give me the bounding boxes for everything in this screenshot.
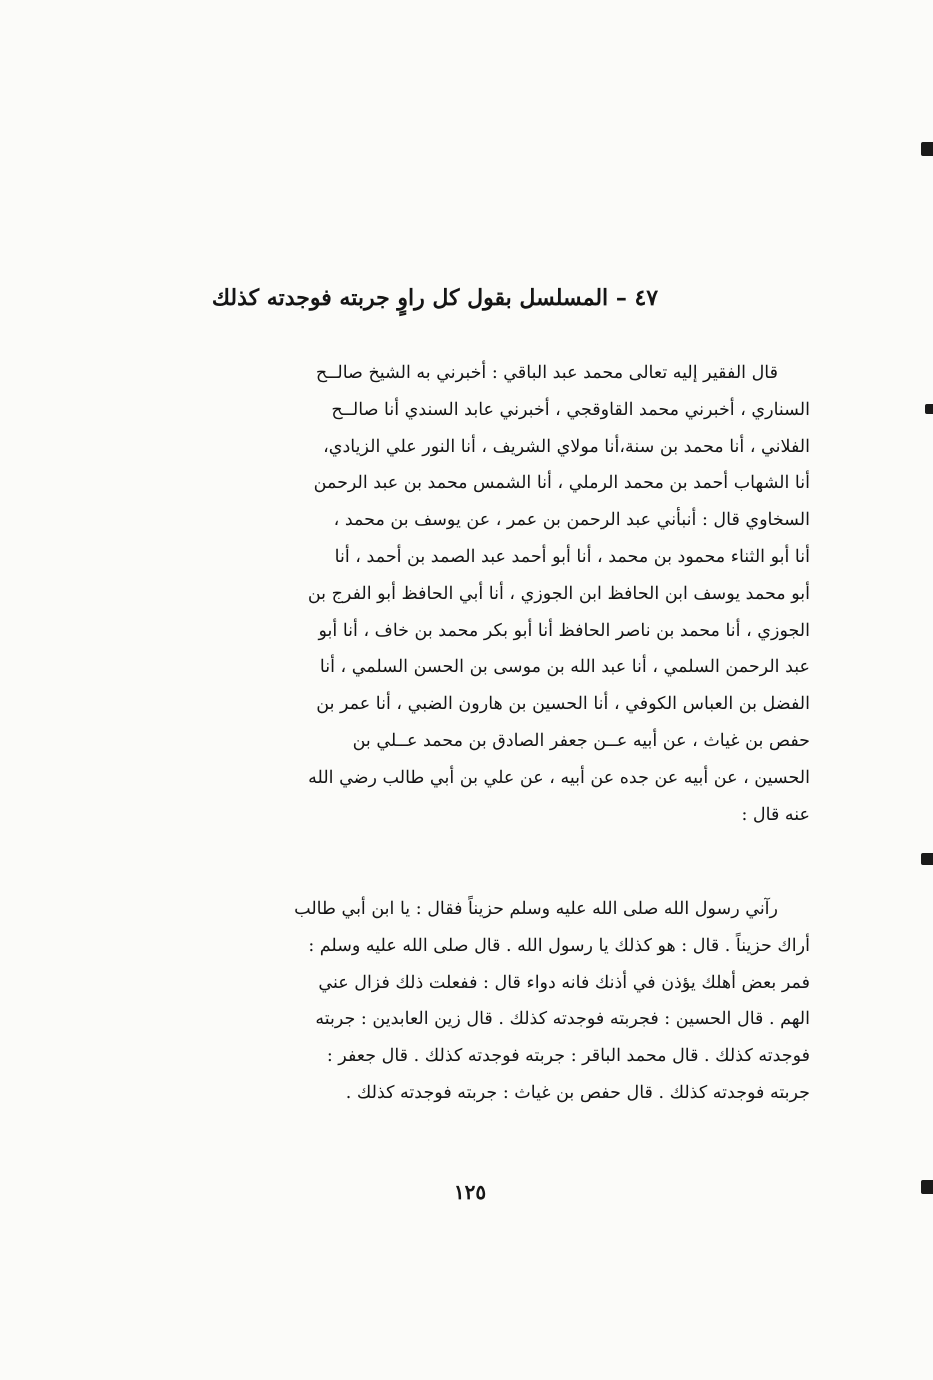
page-edge-mark: [921, 142, 933, 156]
text-line: جربته فوجدته كذلك . قال حفص بن غياث : جربته فوجدته كذلك .: [345, 1082, 810, 1103]
text-line: فوجدته كذلك . قال محمد الباقر : جربته فوجدته كذلك . قال جعفر :: [326, 1046, 810, 1067]
page-edge-mark: [921, 853, 933, 865]
page-edge-mark: [921, 1180, 933, 1194]
text-line: أنا أبو الثناء محمود بن محمد ، أنا أبو أحمد عبد الصمد بن أحمد ، أنا: [334, 546, 810, 567]
text-line: السخاوي قال : أنبأني عبد الرحمن بن عمر ، عن يوسف بن محمد ،: [333, 510, 810, 531]
text-line: الفلاني ، أنا محمد بن سنة،أنا مولاي الشريف ، أنا النور علي الزيادي،: [323, 436, 810, 457]
text-line: رآني رسول الله صلى الله عليه وسلم حزيناً فقال : يا ابن أبي طالب: [294, 899, 778, 919]
hadith-paragraph: [158, 891, 810, 1112]
text-line: الهم . قال الحسين : فجربته فوجدته كذلك . قال زين العابدين : جربته: [315, 1009, 810, 1030]
isnad-paragraph: [158, 355, 810, 833]
text-line: أنا الشهاب أحمد بن محمد الرملي ، أنا الشمس محمد بن عبد الرحمن: [313, 473, 810, 494]
text-line: أراك حزيناً . قال : هو كذلك يا رسول الله . قال صلى الله عليه وسلم :: [308, 935, 810, 956]
chapter-heading: ٤٧ – المسلسل بقول كل راوٍ جربته فوجدته كذلك: [211, 285, 659, 311]
text-line: قال الفقير إليه تعالى محمد عبد الباقي : أخبرني به الشيخ صالــح: [315, 363, 778, 383]
text-line: الجوزي ، أنا محمد بن ناصر الحافظ أنا أبو بكر محمد بن خاف ، أنا أبو: [318, 620, 810, 641]
text-line: عبد الرحمن السلمي ، أنا عبد الله بن موسى بن الحسن السلمي ، أنا: [319, 657, 810, 678]
text-line: أبو محمد يوسف ابن الحافظ ابن الجوزي ، أنا أبي الحافظ أبو الفرج بن: [307, 583, 810, 604]
text-line: الفضل بن العباس الكوفي ، أنا الحسين بن هارون الضبي ، أنا عمر بن: [316, 694, 810, 715]
text-line: فمر بعض أهلك يؤذن في أذنك فانه دواء قال : ففعلت ذلك فزال عني: [318, 972, 810, 993]
text-line: حفص بن غياث ، عن أبيه عــن جعفر الصادق بن محمد عــلي بن: [352, 730, 810, 751]
page-edge-mark: [925, 404, 933, 414]
text-line: السناري ، أخبرني محمد القاوقجي ، أخبرني عابد السندي أنا صالــح: [331, 399, 810, 420]
text-line: عنه قال :: [741, 804, 810, 825]
text-line: الحسين ، عن أبيه عن جده عن أبيه ، عن علي بن أبي طالب رضي الله: [308, 767, 810, 788]
page-number: ١٢٥: [453, 1180, 487, 1204]
